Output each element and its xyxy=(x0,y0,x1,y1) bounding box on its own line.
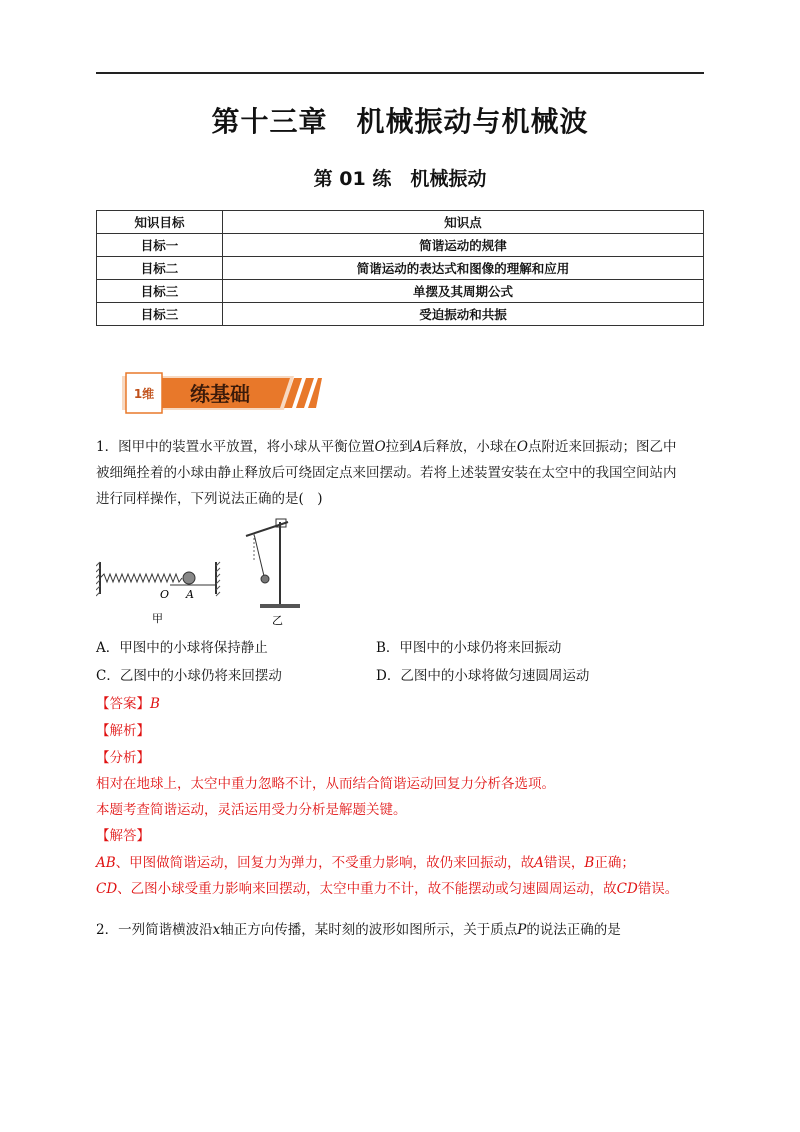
table-cell: 目标一 xyxy=(97,234,223,257)
table-row xyxy=(97,303,704,326)
banner-text: 练基础 xyxy=(190,382,250,406)
table-header-row xyxy=(97,211,704,234)
table-cell: 简谐运动的表达式和图像的理解和应用 xyxy=(223,257,704,280)
top-rule xyxy=(96,72,704,74)
question-1-stem xyxy=(96,434,708,512)
table-header-cell: 知识目标 xyxy=(97,211,223,234)
jieda-line-1: AB、甲图做简谐运动，回复力为弹力，不受重力影响，故仍来回振动，故A错误，B正确； xyxy=(96,855,635,871)
option-c[interactable]: C．乙图中的小球仍将来回摆动 xyxy=(96,668,282,684)
table-row xyxy=(97,280,704,303)
table-cell: 目标三 xyxy=(97,303,223,326)
table-cell: 受迫振动和共振 xyxy=(223,303,704,326)
spring-pendulum-figure xyxy=(96,518,306,630)
jieda-line-2: CD、乙图小球受重力影响来回摆动，太空中重力不计，故不能摆动或匀速圆周运动，故CD错误。 xyxy=(96,881,679,897)
section-subtitle: 第 01 练 机械振动 xyxy=(313,168,487,190)
option-a[interactable]: A．甲图中的小球将保持静止 xyxy=(96,640,268,656)
analysis-label: 【解析】 xyxy=(96,723,150,739)
figure-label-A: A xyxy=(186,588,194,601)
question-2-stem: 2．一列简谐横波沿x轴正方向传播，某时刻的波形如图所示，关于质点P的说法正确的是 xyxy=(96,922,621,938)
table-cell: 简谐运动的规律 xyxy=(223,234,704,257)
table-cell: 目标二 xyxy=(97,257,223,280)
chapter-title: 第十三章 机械振动与机械波 xyxy=(211,105,589,138)
fenxi-line-2: 本题考查简谐运动，灵活运用受力分析是解题关键。 xyxy=(96,802,407,818)
banner-tag: 1维 xyxy=(133,387,155,401)
figure-label-yi: 乙 xyxy=(272,614,283,627)
question-1-line-3: 进行同样操作，下列说法正确的是( ) xyxy=(96,491,323,507)
fenxi-label: 【分析】 xyxy=(96,750,150,766)
table-cell: 目标三 xyxy=(97,280,223,303)
table-row xyxy=(97,257,704,280)
goals-table xyxy=(96,210,704,326)
table-cell: 单摆及其周期公式 xyxy=(223,280,704,303)
answer-value: B xyxy=(150,696,160,712)
question-1-line-1: 1．图甲中的装置水平放置，将小球从平衡位置O拉到A后释放，小球在O点附近来回振动；图乙中 xyxy=(96,439,677,455)
question-1-line-2: 被细绳拴着的小球由静止释放后可绕固定点来回摆动。若将上述装置安装在太空中的我国空间站内 xyxy=(96,465,677,481)
jieda-label: 【解答】 xyxy=(96,828,150,844)
option-b[interactable]: B．甲图中的小球仍将来回振动 xyxy=(376,640,562,656)
answer-line: 【答案】B xyxy=(96,696,160,712)
table-row xyxy=(97,234,704,257)
table-header-cell: 知识点 xyxy=(223,211,704,234)
practice-basics-banner xyxy=(122,370,322,416)
figure-label-O: O xyxy=(160,588,170,601)
figure-label-jia: 甲 xyxy=(152,612,163,625)
fenxi-line-1: 相对在地球上，太空中重力忽略不计，从而结合简谐运动回复力分析各选项。 xyxy=(96,776,555,792)
option-d[interactable]: D．乙图中的小球将做匀速圆周运动 xyxy=(376,668,590,684)
